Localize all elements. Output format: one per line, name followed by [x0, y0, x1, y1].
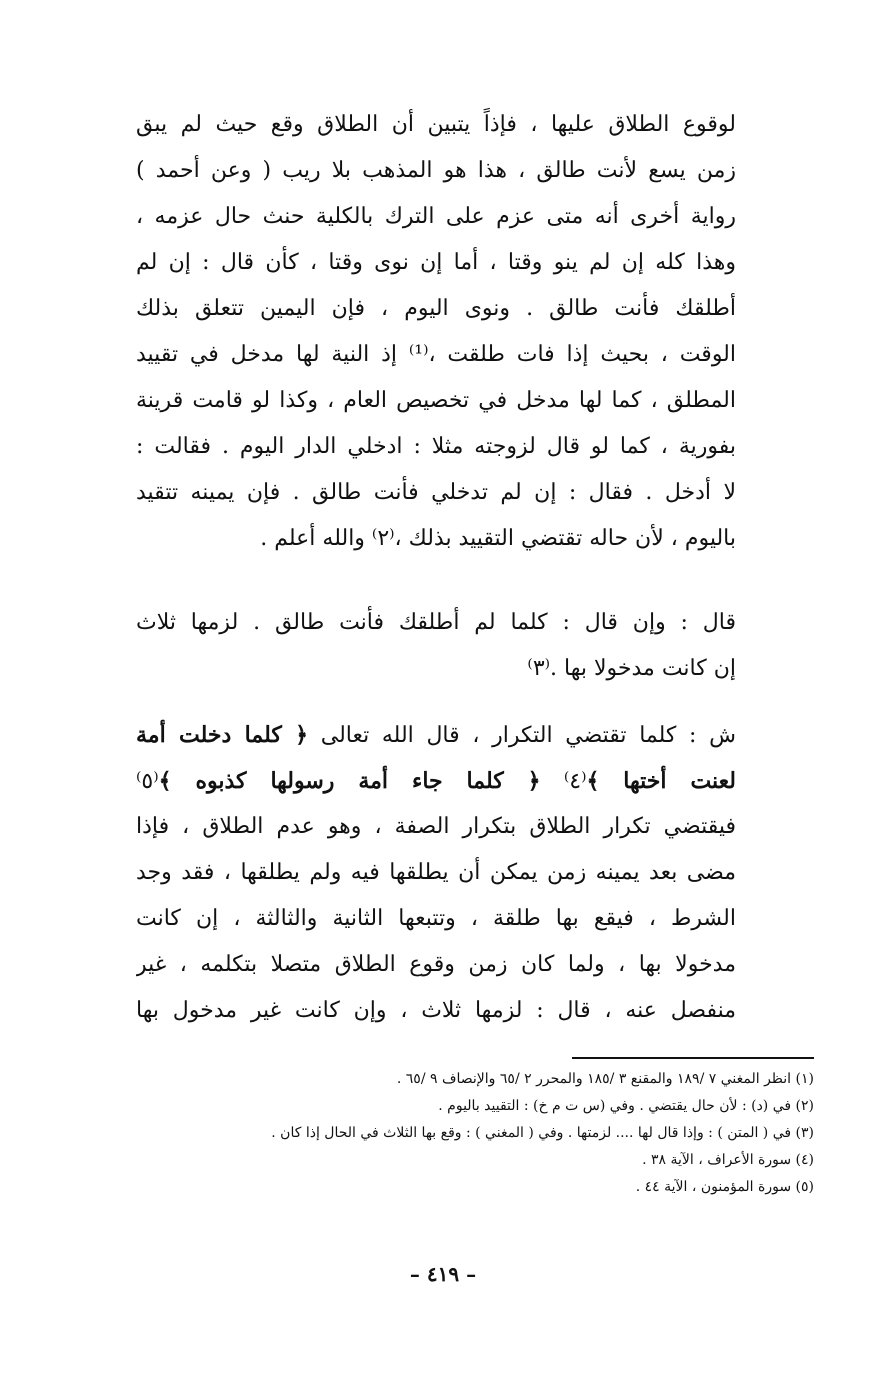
footnote: (١) انظر المغني ٧ /١٨٩ والمقنع ٣ /١٨٥ والمحرر ٢ /٦٥ والإنصاف ٩ /٦٥ .: [396, 1071, 814, 1087]
text-line: إن كانت مدخولا بها .⁽٣⁾: [527, 656, 736, 681]
text-segment: ش : كلما تقتضي التكرار ، قال الله تعالى: [320, 723, 736, 748]
paragraph-commentary-continuation: [136, 102, 736, 562]
text-line: المطلق ، كما لها مدخل في تخصيص العام ، وكذا لو قامت قرينة: [136, 388, 736, 413]
text-line: زمن يسع لأنت طالق ، هذا هو المذهب بلا ريب ( وعن أحمد ): [136, 158, 736, 183]
text-line: مضى بعد يمينه زمن يمكن أن يطلقها فيه ولم يطلقها ، فقد وجد: [136, 860, 736, 885]
footnote: (٢) في (د) : لأن حال يقتضي . وفي (س ت م خ) : التقييد باليوم .: [438, 1098, 814, 1114]
text-line: وهذا كله إن لم ينو وقتا ، أما إن نوى وقتا ، كأن قال : إن لم: [136, 250, 736, 275]
text-line: الشرط ، فيقع بها طلقة ، وتتبعها الثانية والثالثة ، إن كانت: [136, 906, 736, 931]
text-line: قال : وإن قال : كلما لم أطلقك فأنت طالق . لزمها ثلاث: [136, 610, 736, 635]
text-line: مدخولا بها ، ولما كان زمن وقوع الطلاق متصلا بتكلمه ، غير: [136, 952, 736, 977]
quran-verse: ﴿ كلما دخلت أمة: [136, 722, 309, 748]
quran-verse: ﴿ كلما جاء أمة رسولها كذبوه ﴾: [158, 768, 541, 794]
footnote-divider: [572, 1057, 814, 1059]
page-number: – ٤١٩ –: [409, 1262, 477, 1286]
footnote-ref: ⁽٤⁾: [563, 769, 587, 794]
quran-verse: لعنت أختها ﴾: [586, 768, 736, 794]
text-line: بفورية ، كما لو قال لزوجته مثلا : ادخلي الدار اليوم . فقالت :: [136, 434, 736, 459]
text-line: فيقتضي تكرار الطلاق بتكرار الصفة ، وهو عدم الطلاق ، فإذا: [136, 814, 736, 839]
text-line-with-verse: [136, 712, 736, 758]
paragraph-matn: [136, 600, 736, 692]
text-line: أطلقك فأنت طالق . ونوى اليوم ، فإن اليمين تتعلق بذلك: [136, 296, 736, 321]
footnote: (٤) سورة الأعراف ، الآية ٣٨ .: [642, 1152, 814, 1168]
footnote-ref: ⁽٥⁾: [136, 769, 159, 794]
footnote: (٣) في ( المتن ) : وإذا قال لها .... لزمتها . وفي ( المغني ) : وقع بها الثلاث في الحال إذا كان .: [271, 1125, 814, 1141]
footnote: (٥) سورة المؤمنون ، الآية ٤٤ .: [635, 1179, 814, 1195]
footnotes: [134, 1066, 814, 1201]
text-line: رواية أخرى أنه متى عزم على الترك بالكلية حنث حال عزمه ،: [136, 204, 736, 229]
text-line: الوقت ، بحيث إذا فات طلقت ،⁽¹⁾ إذ النية لها مدخل في تقييد: [136, 342, 736, 367]
text-line: باليوم ، لأن حاله تقتضي التقييد بذلك ،⁽٢⁾ والله أعلم .: [260, 526, 736, 551]
paragraph-sharh: [136, 712, 736, 1034]
text-line: منفصل عنه ، قال : لزمها ثلاث ، وإن كانت غير مدخول بها: [136, 998, 736, 1023]
text-line-with-verse: [136, 758, 736, 804]
text-line: لا أدخل . فقال : إن لم تدخلي فأنت طالق . فإن يمينه تتقيد: [136, 480, 736, 505]
text-line: لوقوع الطلاق عليها ، فإذاً يتبين أن الطلاق وقع حيث لم يبق: [136, 112, 736, 137]
